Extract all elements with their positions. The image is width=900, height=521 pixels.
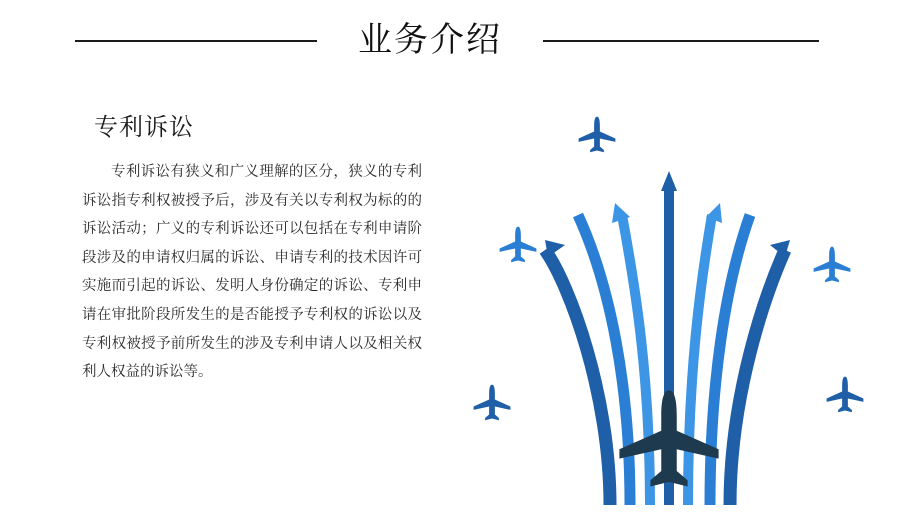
airplanes-arrows-icon: [460, 95, 880, 505]
header-divider-left: [75, 40, 317, 42]
plane-icon-bottom-right: [827, 377, 864, 413]
header-divider-right: [543, 40, 819, 42]
plane-icon-right: [814, 247, 851, 283]
stream-outer-right: [730, 250, 785, 505]
plane-icon-bottom-left: [474, 385, 511, 421]
page-title: 业务介绍: [358, 20, 502, 60]
section-heading: 专利诉讼: [94, 113, 194, 141]
plane-icon-top: [579, 117, 616, 153]
plane-icon-left: [500, 227, 537, 263]
arrowhead-center: [661, 171, 677, 191]
section-body-text: 专利诉讼有狭义和广义理解的区分，狭义的专利诉讼指专利权被授予后，涉及有关以专利权为标的的诉讼活动；广义的专利诉讼还可以包括在专利申请阶段涉及的申请权归属的诉讼、申请专利的技术因许可实施而引起的诉讼、发明人身份确定的诉讼、专利申请在审批阶段所发生的是否能授予专利权的诉讼以及专利权被授予前所发生的涉及专利申请人以及相关权利人权益的诉讼等。: [82, 164, 422, 381]
